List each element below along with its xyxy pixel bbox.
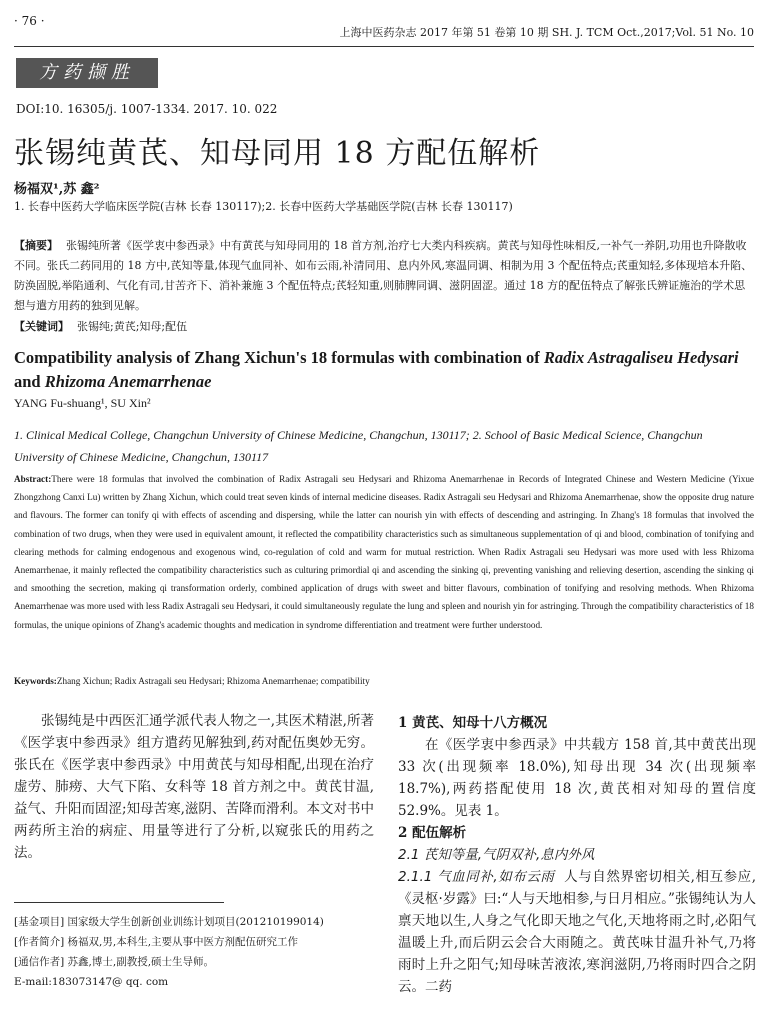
title-en-italic2: Rhizoma Anemarrhenae	[44, 372, 212, 391]
affiliations-en: 1. Clinical Medical College, Changchun University of Chinese Medicine, Changchun, 130117; 2. School of Basic Medical Science, Changchun University of Chinese Medicine, Changchun, 130117	[14, 428, 703, 464]
section-2-1-1-text: 人与自然界密切相关,相互参应,《灵枢·岁露》曰:“人与天地相参,与日月相应。”张锡纯认为人禀天地以生,人身之气化即天地之气化,天地将雨之时,必阳气温暖上升,而后阴云会合大雨随之。黄芪味甘温升补气,乃将雨时上升之阳气;知母味苦液浓,寒润滋阴,乃将雨时四合之阴云。二药	[398, 869, 756, 995]
title-en-part2: and	[14, 372, 45, 391]
doi: DOI:10. 16305/j. 1007-1334. 2017. 10. 022	[16, 102, 278, 116]
intro-paragraph: 张锡纯是中西医汇通学派代表人物之一,其医术精湛,所著《医学衷中参西录》组方遣药见解独到,药对配伍奥妙无穷。张氏在《医学衷中参西录》中用黄芪与知母相配,出现在治疗虚劳、肺痨、大气下陷、女科等 18 首方剂之中。黄芪甘温,益气、升阳而固涩;知母苦寒,滋阴、苦降而滑利。本文对书中两药所主治的病症、用量等进行了分析,以窥张氏的用药之法。	[14, 713, 374, 861]
affiliations-zh: 1. 长春中医药大学临床医学院(吉林 长春 130117);2. 长春中医药大学基础医学院(吉林 长春 130117)	[14, 200, 513, 213]
footnote-author: [作者简介] 杨福双,男,本科生,主要从事中医方剂配伍研究工作	[14, 936, 299, 948]
authors-en: YANG Fu-shuang¹, SU Xin²	[14, 396, 151, 410]
section-1-heading: 1 黄芪、知母十八方概况	[398, 715, 548, 731]
header-rule	[14, 46, 754, 47]
keywords-en-text: Zhang Xichun; Radix Astragali seu Hedysari; Rhizoma Anemarrhenae; compatibility	[56, 676, 370, 686]
section-2-1-heading: 2.1 芪知等量,气阴双补,息内外风	[398, 847, 595, 863]
abstract-zh-text: 张锡纯所著《医学衷中参西录》中有黄芪与知母同用的 18 首方剂,治疗七大类内科疾病。黄芪与知母性味相反,一补气一养阴,功用也升降散收不同。张氏二药同用的 18 方中,芪知等量,体现气血同补、如布云雨,补清同用、息内外风,寒温同调、相制为用 3 个配伍特点;芪重知轻,多体现培本升陷、防涣固脱,举陷通利、气化有司,甘苦齐下、消补兼施 3 个配伍特点;芪轻知重,则肺脾同调、滋阴固涩。通过 18 方的配伍特点了解张氏辨证施治的学术思想与遣方用药的独到见解。	[14, 239, 753, 312]
title-zh: 张锡纯黄芪、知母同用 18 方配伍解析	[14, 136, 541, 171]
title-en	[14, 346, 754, 394]
running-head: 上海中医药杂志 2017 年第 51 卷第 10 期 SH. J. TCM Oct.,2017;Vol. 51 No. 10	[339, 26, 754, 39]
page-number: · 76 ·	[14, 14, 45, 28]
title-en-part1: Compatibility analysis of Zhang Xichun's 18 formulas with combination of	[14, 348, 544, 367]
section-2-heading: 2 配伍解析	[398, 825, 467, 841]
footnote-email: E-mail:183073147@ qq. com	[14, 976, 169, 988]
authors-zh: 杨福双¹,苏 鑫²	[14, 182, 100, 197]
footnotes	[14, 912, 374, 992]
column-banner: 方药撷胜	[16, 58, 158, 88]
keywords-zh-label: 【关键词】	[14, 320, 69, 333]
abstract-zh-label: 【摘要】	[14, 239, 58, 252]
footnote-fund: [基金项目] 国家级大学生创新创业训练计划项目(201210199014)	[14, 916, 324, 928]
body-left-column	[14, 710, 374, 864]
keywords-en-label: Keywords:	[14, 676, 57, 686]
abstract-zh	[14, 236, 754, 316]
abstract-en-text: There were 18 formulas that involved the combination of Radix Astragali seu Hedysari and Rhizoma Anemarrhenae in Records of Integrated Chinese and Western Medicine (Yixue Zhongzhong Canxi Lu) written by Zhang Xichun, which could treat seven kinds of internal medicine diseases. Radix Astragali seu Hedysari and Rhizoma Anemarrhenae, show the opposite drug nature and flavours. The former can tonify qi with effects of ascending and dispersing, while the latter can nourish yin with effects of descending and astringing. In Zhang's 18 formulas that involved the combination of two drugs, when they were used in equivalent amount, it reflected the compatibility characteristics such as simultaneous supplementation of qi and blood, combination of tonifying and clearing methods for calming endogenous and exogenous wind, co-regulation of cold and warm for mutual restriction. When Radix Astragali seu Hedysari was more used with less Rhizoma Anemarrhenae, it mainly reflected the compatibility characteristics such as culturing primordial qi and ascending the sinking qi, preventing vanishing and relieving desertion, ascending the sinking qi and smoothing the secretion, making qi transformation orderly, combined application of drugs with sweet and bitter flavours, combination of tonifying and resolving methods. When Rhizoma Anemarrhenae was more used with less Radix Astragali seu Hedysari, it could simultaneously regulate the lung and spleen and nourish yin for astringing. Through the compatibility characteristics of 18 formulas, the unique opinions of Zhang's academic thoughts and medication in syndrome differentiation and treatment were further understood.	[14, 474, 754, 630]
footnote-rule	[14, 902, 224, 903]
body-right-column	[398, 712, 756, 998]
title-en-italic1: Radix Astragaliseu Hedysari	[543, 348, 739, 367]
footnote-corresponding: [通信作者] 苏鑫,博士,副教授,硕士生导师。	[14, 956, 215, 968]
abstract-en	[14, 470, 754, 634]
keywords-en	[14, 676, 754, 686]
section-1-text: 在《医学衷中参西录》中共载方 158 首,其中黄芪出现 33 次(出现频率 18.0%),知母出现 34 次(出现频率 18.7%),两药搭配使用 18 次,黄芪相对知母的置信度 52.9%。见表 1。	[398, 737, 756, 819]
section-2-1-1-heading: 2.1.1 气血同补,如布云雨	[398, 869, 555, 885]
keywords-zh-text: 张锡纯;黄芪;知母;配伍	[77, 320, 188, 333]
abstract-en-label: Abstract:	[14, 474, 52, 484]
keywords-zh	[14, 318, 754, 334]
